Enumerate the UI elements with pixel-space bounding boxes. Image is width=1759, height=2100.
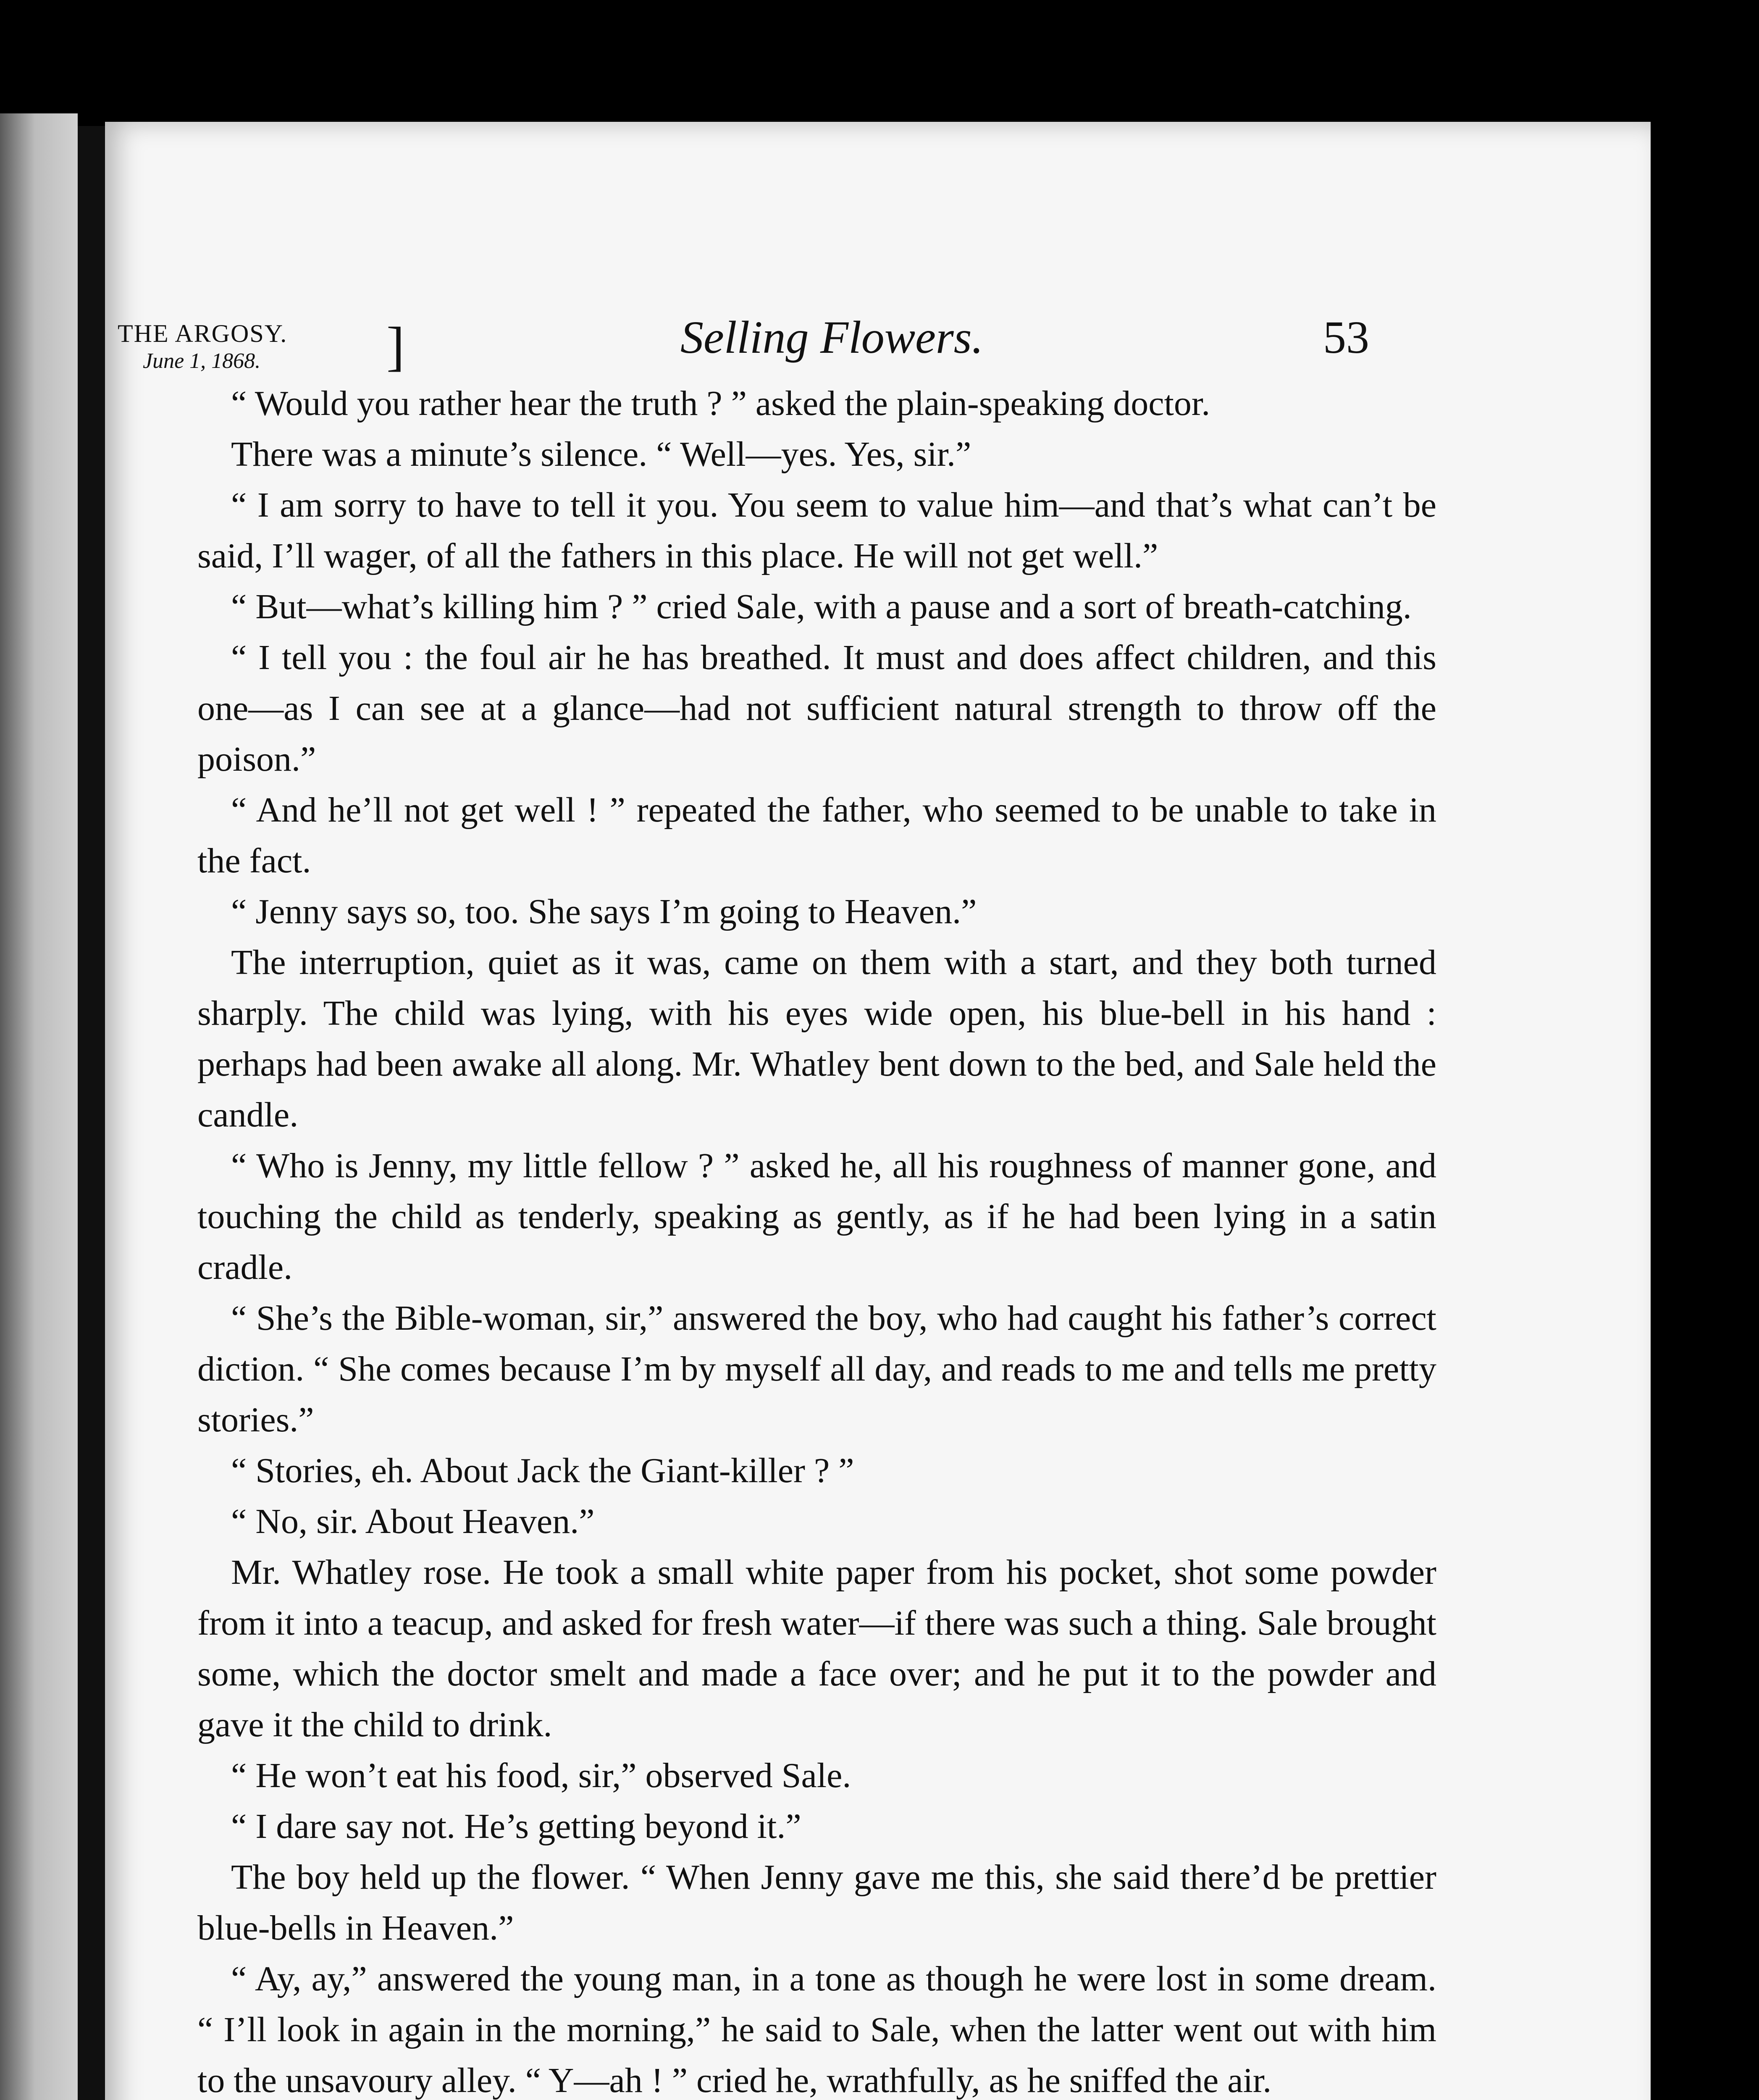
paragraph: “ She’s the Bible-woman, sir,” answered the boy, who had caught his father’s correct diction. “ She comes because I’m by myself all day, and reads to me and tells me pretty stories.”	[197, 1299, 1436, 1439]
running-head	[118, 316, 405, 386]
paragraph: “ Ay, ay,” answered the young man, in a tone as though he were lost in some dream. “ I’ll look in again in the morning,” he said to Sale, when the latter went out with him to the unsavoury alley. “ Y—ah ! ” cried he, wrathfully, as he sniffed the air.	[197, 1959, 1436, 2100]
publication-name: THE ARGOSY.	[118, 320, 288, 347]
page-number: 53	[1323, 312, 1369, 363]
book-spine	[78, 126, 105, 2100]
paragraph: “ I tell you : the foul air he has breathed. It must and does affect children, and this one—as I can see at a glance—had not sufficient natural strength to throw off the poison.”	[197, 638, 1436, 779]
paragraph: “ And he’ll not get well ! ” repeated the father, who seemed to be unable to take in the fact.	[197, 790, 1436, 880]
page-header	[118, 185, 1445, 377]
paragraph: The interruption, quiet as it was, came on them with a start, and they both turned sharply. The child was lying, with his eyes wide open, his blue-bell in his hand : perhaps had been awake all along. Mr. Whatley bent down to the bed, and Sale held the candle.	[197, 943, 1436, 1134]
paragraph: “ No, sir. About Heaven.”	[231, 1502, 595, 1541]
paragraph: “ Stories, eh. About Jack the Giant-killer ? ”	[231, 1451, 854, 1490]
paragraph: “ He won’t eat his food, sir,” observed Sale.	[231, 1756, 851, 1795]
paragraph: “ I am sorry to have to tell it you. You seem to value him—and that’s what can’t be said, I’ll wager, of all the fathers in this place. He will not get well.”	[197, 486, 1436, 575]
paragraph: The boy held up the flower. “ When Jenny gave me this, she said there’d be prettier blue-bells in Heaven.”	[197, 1858, 1436, 1948]
paragraph: “ Jenny says so, too. She says I’m going to Heaven.”	[231, 892, 977, 931]
paragraph: “ But—what’s killing him ? ” cried Sale, with a pause and a sort of breath-catching.	[231, 587, 1412, 626]
left-page-edge	[0, 113, 78, 2100]
paragraph: “ Would you rather hear the truth ? ” asked the plain-speaking doctor.	[231, 384, 1210, 423]
header-bracket: ]	[386, 316, 405, 377]
paragraph: There was a minute’s silence. “ Well—yes. Yes, sir.”	[231, 435, 971, 474]
body-text	[197, 378, 1436, 2100]
paragraph: Mr. Whatley rose. He took a small white paper from his pocket, shot some powder from it into a teacup, and asked for fresh water—if there was such a thing. Sale brought some, which the doctor smelt and made a face over; and he put it to the powder and gave it the child to drink.	[197, 1553, 1436, 1744]
running-title: Selling Flowers.	[680, 312, 984, 363]
paragraph: “ Who is Jenny, my little fellow ? ” asked he, all his roughness of manner gone, and touching the child as tenderly, speaking as gently, as if he had been lying in a satin cradle.	[197, 1146, 1436, 1287]
issue-date: June 1, 1868.	[143, 349, 261, 373]
paragraph: “ I dare say not. He’s getting beyond it.”	[231, 1807, 801, 1846]
